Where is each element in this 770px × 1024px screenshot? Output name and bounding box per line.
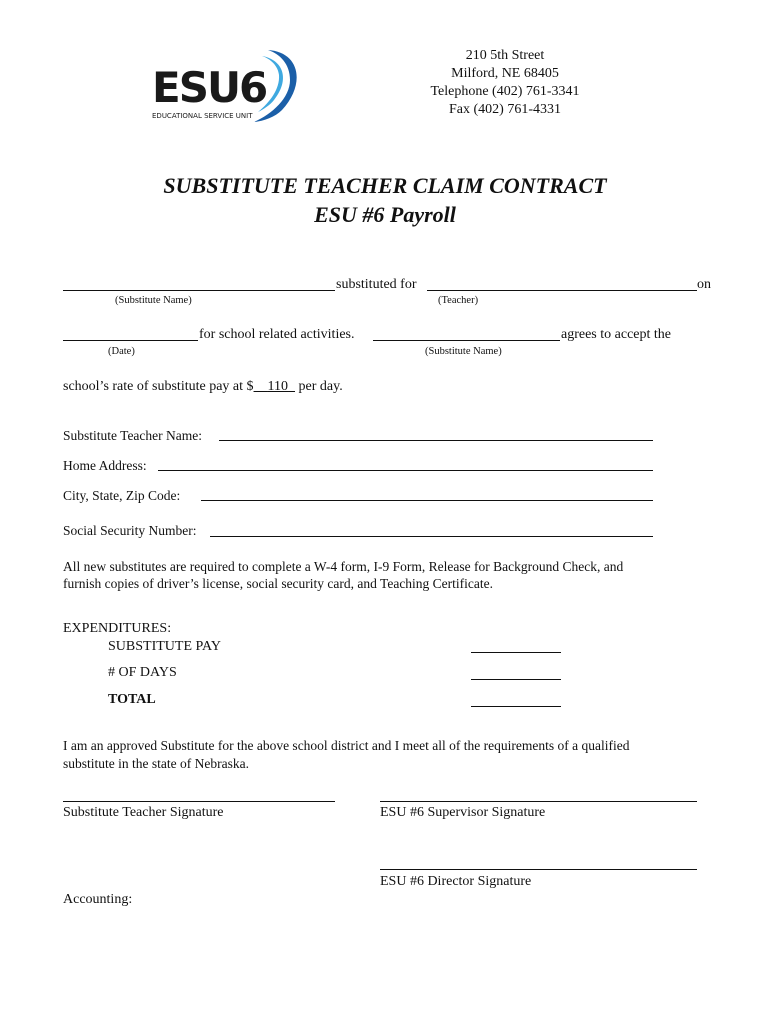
ssn-label: Social Security Number: bbox=[63, 523, 197, 538]
supervisor-signature-line[interactable] bbox=[380, 801, 697, 802]
address-street: 210 5th Street bbox=[465, 48, 545, 63]
supervisor-signature-label: ESU #6 Supervisor Signature bbox=[380, 805, 546, 820]
address-telephone: Telephone (402) 761-3341 bbox=[430, 84, 580, 99]
on-text: on bbox=[697, 277, 711, 292]
teacher-line[interactable] bbox=[427, 290, 697, 291]
school-activities-text: for school related activities. bbox=[199, 327, 355, 342]
requirements-line-2: furnish copies of driver’s license, social security card, and Teaching Certificate. bbox=[63, 576, 494, 591]
expenditures-heading: EXPENDITURES: bbox=[63, 621, 172, 636]
home-address-label: Home Address: bbox=[63, 458, 147, 473]
substitute-name-line-2[interactable] bbox=[373, 340, 560, 341]
address-city: Milford, NE 68405 bbox=[451, 66, 559, 81]
logo-subtitle: EDUCATIONAL SERVICE UNIT bbox=[152, 112, 253, 120]
ssn-field[interactable] bbox=[210, 536, 653, 537]
city-state-zip-label: City, State, Zip Code: bbox=[63, 488, 181, 503]
requirements-line-1: All new substitutes are required to complete a W-4 form, I-9 Form, Release for Background Check, and bbox=[63, 559, 624, 574]
pay-rate-statement bbox=[63, 378, 343, 395]
rate-value bbox=[254, 379, 295, 394]
teacher-signature-line[interactable] bbox=[63, 801, 335, 802]
director-signature-line[interactable] bbox=[380, 869, 697, 870]
esu6-logo bbox=[150, 44, 305, 124]
date-caption: (Date) bbox=[108, 346, 135, 357]
address-block bbox=[405, 47, 605, 119]
substitute-name-line[interactable] bbox=[63, 290, 335, 291]
substitute-name-caption: (Substitute Name) bbox=[115, 295, 192, 306]
total-label: TOTAL bbox=[108, 692, 156, 707]
days-field[interactable] bbox=[471, 679, 561, 680]
director-signature-label: ESU #6 Director Signature bbox=[380, 874, 532, 889]
certification-line-2: substitute in the state of Nebraska. bbox=[63, 756, 249, 771]
logo-mark: ESU6 bbox=[152, 63, 267, 112]
rate-suffix: per day. bbox=[298, 379, 343, 394]
teacher-caption: (Teacher) bbox=[438, 295, 479, 306]
substitute-pay-field[interactable] bbox=[471, 652, 561, 653]
document-title: SUBSTITUTE TEACHER CLAIM CONTRACT bbox=[163, 173, 607, 198]
substitute-name-caption-2: (Substitute Name) bbox=[425, 346, 502, 357]
teacher-name-field[interactable] bbox=[219, 440, 653, 441]
address-fax: Fax (402) 761-4331 bbox=[449, 102, 561, 117]
total-field[interactable] bbox=[471, 706, 561, 707]
date-line[interactable] bbox=[63, 340, 198, 341]
teacher-name-label: Substitute Teacher Name: bbox=[63, 428, 203, 443]
rate-prefix: school’s rate of substitute pay at $ bbox=[63, 379, 254, 394]
substitute-pay-label: SUBSTITUTE PAY bbox=[108, 639, 221, 654]
agrees-text: agrees to accept the bbox=[561, 327, 671, 342]
days-label: # OF DAYS bbox=[108, 665, 177, 680]
document-subtitle: ESU #6 Payroll bbox=[314, 202, 456, 227]
substituted-for-text: substituted for bbox=[336, 277, 417, 292]
teacher-signature-label: Substitute Teacher Signature bbox=[63, 805, 224, 820]
rate-value-text: 110 bbox=[267, 379, 289, 394]
city-state-zip-field[interactable] bbox=[201, 500, 653, 501]
certification-line-1: I am an approved Substitute for the above school district and I meet all of the requirements of a qualified bbox=[63, 738, 630, 753]
accounting-label: Accounting: bbox=[63, 892, 133, 907]
home-address-field[interactable] bbox=[158, 470, 653, 471]
